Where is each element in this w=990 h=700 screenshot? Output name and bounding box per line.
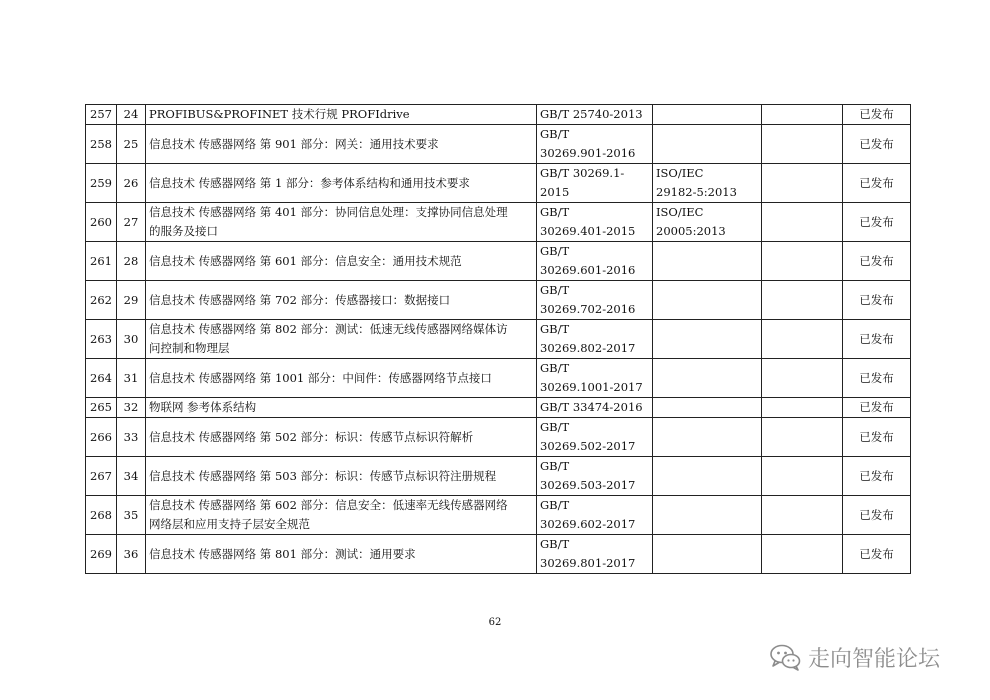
blank-cell xyxy=(762,535,843,574)
table-row xyxy=(86,105,911,125)
adopted-standard-cell xyxy=(653,281,762,320)
blank-cell xyxy=(762,359,843,398)
table-row xyxy=(86,281,911,320)
standard-code-line: 30269.901-2016 xyxy=(540,146,636,160)
standard-name-line: 信息技术 传感器网络 第 503 部分：标识：传感节点标识符注册规程 xyxy=(149,468,497,483)
status-cell: 已发布 xyxy=(843,281,911,320)
standard-code-cell xyxy=(537,281,653,320)
standard-code-line: GB/T 33474-2016 xyxy=(540,400,643,414)
adopted-standard-cell xyxy=(653,535,762,574)
number-cell: 25 xyxy=(117,125,146,164)
status-cell: 已发布 xyxy=(843,125,911,164)
standard-code-line: 30269.801-2017 xyxy=(540,556,636,570)
seq-cell: 267 xyxy=(86,457,117,496)
adopted-standard-cell xyxy=(653,320,762,359)
standard-name-line: 信息技术 传感器网络 第 1001 部分：中间件：传感器网络节点接口 xyxy=(149,370,492,385)
standard-code-line: GB/T xyxy=(540,498,570,512)
standard-code-cell xyxy=(537,320,653,359)
standard-code-cell xyxy=(537,457,653,496)
blank-cell xyxy=(762,418,843,457)
number-cell: 36 xyxy=(117,535,146,574)
wechat-icon xyxy=(768,642,802,672)
table-row xyxy=(86,320,911,359)
adopted-standard-cell xyxy=(653,125,762,164)
standard-name-cell xyxy=(146,418,537,457)
blank-cell xyxy=(762,203,843,242)
standard-code-line: 30269.802-2017 xyxy=(540,341,636,355)
standard-name-line: 物联网 参考体系结构 xyxy=(149,400,257,414)
standard-name-line: 信息技术 传感器网络 第 502 部分：标识：传感节点标识符解析 xyxy=(149,429,474,444)
standard-name-line: 信息技术 传感器网络 第 901 部分：网关：通用技术要求 xyxy=(149,136,439,151)
standard-name-line: 的服务及接口 xyxy=(149,224,218,238)
standard-name-cell xyxy=(146,125,537,164)
standard-name-line: 信息技术 传感器网络 第 801 部分：测试：通用要求 xyxy=(149,546,416,561)
standard-name-cell xyxy=(146,320,537,359)
standard-name-line: 信息技术 传感器网络 第 702 部分：传感器接口：数据接口 xyxy=(149,292,451,307)
seq-cell: 262 xyxy=(86,281,117,320)
watermark xyxy=(768,641,940,673)
blank-cell xyxy=(762,105,843,125)
standard-code-line: 30269.1001-2017 xyxy=(540,380,643,394)
seq-cell: 265 xyxy=(86,398,117,418)
seq-cell: 268 xyxy=(86,496,117,535)
table-row xyxy=(86,398,911,418)
adopted-standard-line: ISO/IEC xyxy=(656,166,704,180)
standard-name-line: PROFIBUS&PROFINET 技术行规 PROFIdrive xyxy=(149,107,410,121)
number-cell: 30 xyxy=(117,320,146,359)
blank-cell xyxy=(762,457,843,496)
table-body xyxy=(86,105,911,574)
number-cell: 31 xyxy=(117,359,146,398)
blank-cell xyxy=(762,242,843,281)
adopted-standard-cell xyxy=(653,105,762,125)
adopted-standard-cell xyxy=(653,398,762,418)
seq-cell: 264 xyxy=(86,359,117,398)
blank-cell xyxy=(762,164,843,203)
status-cell: 已发布 xyxy=(843,398,911,418)
seq-cell: 259 xyxy=(86,164,117,203)
status-cell: 已发布 xyxy=(843,359,911,398)
standard-code-line: GB/T xyxy=(540,459,570,473)
number-cell: 28 xyxy=(117,242,146,281)
standard-name-line: 网络层和应用支持子层安全规范 xyxy=(149,517,310,531)
seq-cell: 258 xyxy=(86,125,117,164)
standard-name-cell xyxy=(146,164,537,203)
standard-name-line: 信息技术 传感器网络 第 802 部分：测试：低速无线传感器网络媒体访 xyxy=(149,322,508,336)
status-cell: 已发布 xyxy=(843,496,911,535)
number-cell: 32 xyxy=(117,398,146,418)
blank-cell xyxy=(762,281,843,320)
standard-name-line: 信息技术 传感器网络 第 1 部分：参考体系结构和通用技术要求 xyxy=(149,175,470,190)
table-row xyxy=(86,125,911,164)
seq-cell: 257 xyxy=(86,105,117,125)
adopted-standard-line: ISO/IEC xyxy=(656,205,704,219)
number-cell: 27 xyxy=(117,203,146,242)
standard-code-cell xyxy=(537,398,653,418)
watermark-text: 走向智能论坛 xyxy=(808,646,941,672)
blank-cell xyxy=(762,125,843,164)
number-cell: 29 xyxy=(117,281,146,320)
standard-name-cell xyxy=(146,398,537,418)
standard-code-line: GB/T xyxy=(540,361,570,375)
blank-cell xyxy=(762,320,843,359)
status-cell: 已发布 xyxy=(843,105,911,125)
status-cell: 已发布 xyxy=(843,535,911,574)
seq-cell: 261 xyxy=(86,242,117,281)
standard-code-cell xyxy=(537,242,653,281)
number-cell: 33 xyxy=(117,418,146,457)
standard-code-cell xyxy=(537,105,653,125)
adopted-standard-line: 20005:2013 xyxy=(656,224,726,238)
adopted-standard-cell xyxy=(653,164,762,203)
status-cell: 已发布 xyxy=(843,418,911,457)
standard-code-line: 30269.601-2016 xyxy=(540,263,636,277)
standard-name-cell xyxy=(146,457,537,496)
standard-code-cell xyxy=(537,535,653,574)
standard-name-cell xyxy=(146,281,537,320)
standard-name-cell xyxy=(146,105,537,125)
status-cell: 已发布 xyxy=(843,164,911,203)
blank-cell xyxy=(762,496,843,535)
standard-code-line: 30269.702-2016 xyxy=(540,302,636,316)
table-row xyxy=(86,359,911,398)
seq-cell: 263 xyxy=(86,320,117,359)
standard-code-line: GB/T xyxy=(540,537,570,551)
standard-code-line: 30269.602-2017 xyxy=(540,517,636,531)
table-row xyxy=(86,535,911,574)
standard-code-cell xyxy=(537,164,653,203)
standard-name-cell xyxy=(146,242,537,281)
standard-code-cell xyxy=(537,125,653,164)
standard-code-cell xyxy=(537,359,653,398)
number-cell: 35 xyxy=(117,496,146,535)
standard-code-cell xyxy=(537,203,653,242)
standard-code-cell xyxy=(537,418,653,457)
standard-name-line: 信息技术 传感器网络 第 401 部分：协同信息处理：支撑协同信息处理 xyxy=(149,205,508,219)
number-cell: 26 xyxy=(117,164,146,203)
page-number: 62 xyxy=(488,617,502,628)
blank-cell xyxy=(762,398,843,418)
standards-table xyxy=(85,104,911,574)
standard-code-line: GB/T xyxy=(540,244,570,258)
status-cell: 已发布 xyxy=(843,203,911,242)
standard-code-line: GB/T xyxy=(540,283,570,297)
standard-code-line: GB/T xyxy=(540,420,570,434)
standard-code-line: GB/T xyxy=(540,322,570,336)
standard-code-line: GB/T 25740-2013 xyxy=(540,107,643,121)
number-cell: 24 xyxy=(117,105,146,125)
standard-code-cell xyxy=(537,496,653,535)
seq-cell: 260 xyxy=(86,203,117,242)
table-row xyxy=(86,496,911,535)
status-cell: 已发布 xyxy=(843,457,911,496)
table-row xyxy=(86,203,911,242)
table-row xyxy=(86,242,911,281)
standard-code-line: 30269.401-2015 xyxy=(540,224,636,238)
adopted-standard-line: 29182-5:2013 xyxy=(656,185,737,199)
adopted-standard-cell xyxy=(653,418,762,457)
standard-name-cell xyxy=(146,496,537,535)
adopted-standard-cell xyxy=(653,359,762,398)
status-cell: 已发布 xyxy=(843,320,911,359)
number-cell: 34 xyxy=(117,457,146,496)
standard-code-line: GB/T 30269.1-2015 xyxy=(540,166,625,199)
standard-name-cell xyxy=(146,359,537,398)
standard-name-line: 信息技术 传感器网络 第 601 部分：信息安全：通用技术规范 xyxy=(149,253,462,268)
seq-cell: 269 xyxy=(86,535,117,574)
adopted-standard-cell xyxy=(653,496,762,535)
standard-code-line: GB/T xyxy=(540,127,570,141)
standard-code-line: 30269.502-2017 xyxy=(540,439,636,453)
standard-code-line: 30269.503-2017 xyxy=(540,478,636,492)
standard-name-cell xyxy=(146,535,537,574)
status-cell: 已发布 xyxy=(843,242,911,281)
seq-cell: 266 xyxy=(86,418,117,457)
standard-name-line: 问控制和物理层 xyxy=(149,341,230,355)
adopted-standard-cell xyxy=(653,457,762,496)
standard-code-line: GB/T xyxy=(540,205,570,219)
standard-name-cell xyxy=(146,203,537,242)
adopted-standard-cell xyxy=(653,242,762,281)
table-row xyxy=(86,457,911,496)
table-row xyxy=(86,164,911,203)
table-row xyxy=(86,418,911,457)
standard-name-line: 信息技术 传感器网络 第 602 部分：信息安全：低速率无线传感器网络 xyxy=(149,498,508,512)
adopted-standard-cell xyxy=(653,203,762,242)
